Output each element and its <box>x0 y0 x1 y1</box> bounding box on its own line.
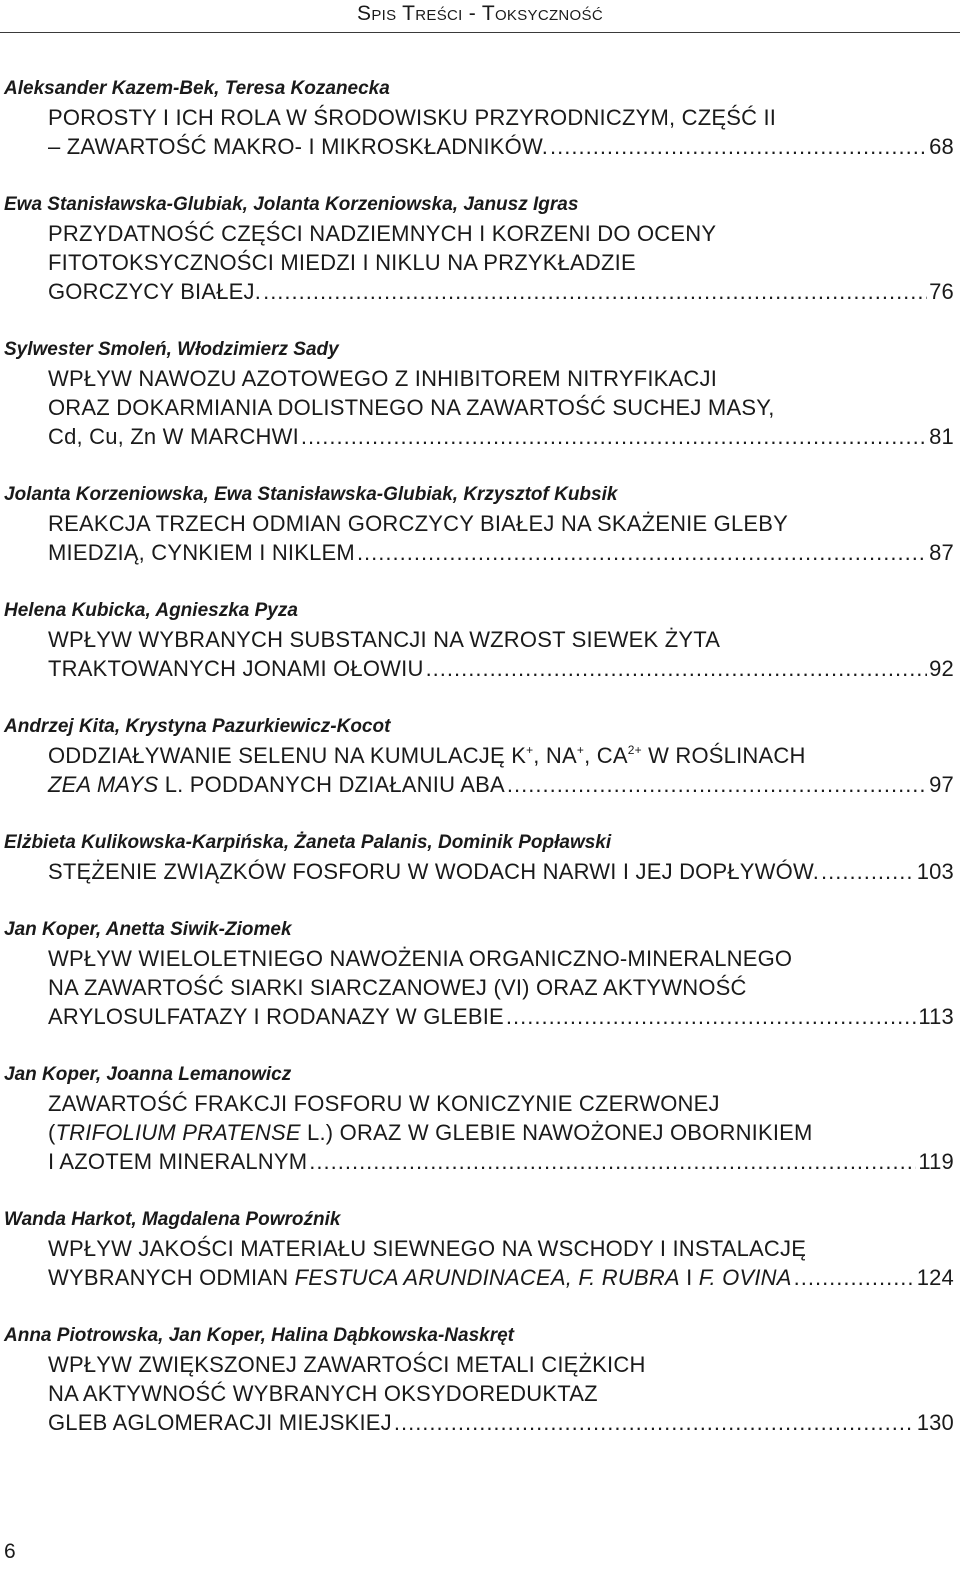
dot-leader <box>357 538 927 567</box>
title-segment: I <box>679 1265 699 1290</box>
entry-title-text: GLEB AGLOMERACJI MIEJSKIEJ <box>48 1410 392 1435</box>
entry-title-last-line[interactable] <box>48 1002 954 1031</box>
entry-title-text: GORCZYCY BIAŁEJ. <box>48 279 262 304</box>
entry-title-line: POROSTY I ICH ROLA W ŚRODOWISKU PRZYRODNICZYM, CZĘŚĆ II <box>48 105 777 130</box>
dot-leader <box>426 654 928 683</box>
toc-entry <box>4 1322 954 1437</box>
table-of-contents <box>4 75 954 1467</box>
entry-title-text: MIEDZIĄ, CYNKIEM I NIKLEM <box>48 540 355 565</box>
entry-title-line: REAKCJA TRZECH ODMIAN GORCZYCY BIAŁEJ NA SKAŻENIE GLEBY <box>48 511 789 536</box>
entry-title-last-line[interactable] <box>48 422 954 451</box>
species-name: TRIFOLIUM PRATENSE <box>55 1120 301 1145</box>
entry-page-number: 119 <box>918 1149 954 1174</box>
dot-leader <box>263 277 927 306</box>
entry-title-line: NA ZAWARTOŚĆ SIARKI SIARCZANOWEJ (VI) ORAZ AKTYWNOŚĆ <box>48 975 747 1000</box>
toc-entry <box>4 481 954 567</box>
entry-title-last-line[interactable] <box>48 538 954 567</box>
entry-authors: Anna Piotrowska, Jan Koper, Halina Dąbkowska-Naskręt <box>4 1325 515 1346</box>
entry-title-last-line[interactable] <box>48 1147 954 1176</box>
entry-authors: Jolanta Korzeniowska, Ewa Stanisławska-Glubiak, Krzysztof Kubsik <box>4 484 618 505</box>
entry-page-number: 81 <box>929 424 954 449</box>
toc-entry <box>4 829 954 886</box>
title-segment: L. PODDANYCH DZIAŁANIU ABA <box>158 772 505 797</box>
entry-title-text: – ZAWARTOŚĆ MAKRO- I MIKROSKŁADNIKÓW. <box>48 134 549 159</box>
species-name: FESTUCA ARUNDINACEA, F. RUBRA <box>294 1265 680 1290</box>
species-name: ZEA MAYS <box>48 772 159 797</box>
dot-leader <box>507 770 927 799</box>
dot-leader <box>309 1147 916 1176</box>
entry-title-last-line[interactable] <box>48 770 954 799</box>
title-segment: , NA <box>533 743 577 768</box>
entry-title-line: WPŁYW NAWOZU AZOTOWEGO Z INHIBITOREM NITRYFIKACJI <box>48 366 718 391</box>
entry-title-text: TRAKTOWANYCH JONAMI OŁOWIU <box>48 656 424 681</box>
header-divider <box>0 32 960 33</box>
entry-page-number: 68 <box>929 134 954 159</box>
entry-page-number: 97 <box>929 772 954 797</box>
entry-authors: Ewa Stanisławska-Glubiak, Jolanta Korzeniowska, Janusz Igras <box>4 194 579 215</box>
entry-page-number: 130 <box>916 1410 954 1435</box>
dot-leader <box>506 1002 916 1031</box>
entry-authors: Helena Kubicka, Agnieszka Pyza <box>4 600 298 621</box>
title-segment: ( <box>48 1120 56 1145</box>
entry-title-line: WPŁYW WYBRANYCH SUBSTANCJI NA WZROST SIEWEK ŻYTA <box>48 627 721 652</box>
dot-leader <box>394 1408 915 1437</box>
dot-leader <box>550 132 927 161</box>
entry-title-last-line[interactable] <box>48 277 954 306</box>
entry-title-line: ZAWARTOŚĆ FRAKCJI FOSFORU W KONICZYNIE CZERWONEJ <box>48 1091 720 1116</box>
entry-title-line: WPŁYW WIELOLETNIEGO NAWOŻENIA ORGANICZNO-MINERALNEGO <box>48 946 793 971</box>
toc-entry <box>4 597 954 683</box>
entry-page-number: 87 <box>929 540 954 565</box>
dot-leader <box>794 1263 915 1292</box>
entry-page-number: 92 <box>929 656 954 681</box>
title-segment: WYBRANYCH ODMIAN <box>48 1265 295 1290</box>
entry-title-line: NA AKTYWNOŚĆ WYBRANYCH OKSYDOREDUKTAZ <box>48 1381 598 1406</box>
entry-title-line: PRZYDATNOŚĆ CZĘŚCI NADZIEMNYCH I KORZENI DO OCENY <box>48 221 717 246</box>
entry-title-text <box>48 1263 792 1292</box>
entry-authors: Jan Koper, Joanna Lemanowicz <box>4 1064 292 1085</box>
superscript-charge: + <box>526 743 534 757</box>
entry-title-last-line[interactable] <box>48 857 954 886</box>
dot-leader <box>821 857 915 886</box>
entry-page-number: 103 <box>916 859 954 884</box>
page-number: 6 <box>4 1540 16 1563</box>
entry-title-text: Cd, Cu, Zn W MARCHWI <box>48 424 299 449</box>
entry-title-text <box>48 770 505 799</box>
entry-title-line <box>48 1118 954 1147</box>
title-segment: ODDZIAŁYWANIE SELENU NA KUMULACJĘ K <box>48 743 527 768</box>
entry-title-line <box>48 741 954 770</box>
species-name: F. OVINA <box>698 1265 792 1290</box>
entry-title-text: ARYLOSULFATAZY I RODANAZY W GLEBIE <box>48 1004 504 1029</box>
entry-authors: Sylwester Smoleń, Włodzimierz Sady <box>4 339 339 360</box>
entry-title-text: STĘŻENIE ZWIĄZKÓW FOSFORU W WODACH NARWI I JEJ DOPŁYWÓW. <box>48 859 820 884</box>
entry-title-line: ORAZ DOKARMIANIA DOLISTNEGO NA ZAWARTOŚĆ SUCHEJ MASY, <box>48 395 775 420</box>
entry-title-text: I AZOTEM MINERALNYM <box>48 1149 308 1174</box>
title-segment: , CA <box>584 743 628 768</box>
entry-authors: Aleksander Kazem-Bek, Teresa Kozanecka <box>4 78 390 99</box>
entry-authors: Elżbieta Kulikowska-Karpińska, Żaneta Palanis, Dominik Popławski <box>4 832 612 853</box>
toc-entry <box>4 75 954 161</box>
toc-entry <box>4 191 954 306</box>
entry-title-last-line[interactable] <box>48 132 954 161</box>
title-segment: L.) ORAZ W GLEBIE NAWOŻONEJ OBORNIKIEM <box>300 1120 813 1145</box>
entry-page-number: 113 <box>918 1004 954 1029</box>
toc-entry <box>4 916 954 1031</box>
superscript-charge: 2+ <box>627 743 642 757</box>
entry-title-last-line[interactable] <box>48 1408 954 1437</box>
entry-authors: Wanda Harkot, Magdalena Powroźnik <box>4 1209 341 1230</box>
toc-entry <box>4 1061 954 1176</box>
entry-title-last-line[interactable] <box>48 1263 954 1292</box>
superscript-charge: + <box>576 743 585 757</box>
dot-leader <box>301 422 927 451</box>
entry-title-last-line[interactable] <box>48 654 954 683</box>
entry-page-number: 76 <box>929 279 954 304</box>
title-segment: W ROŚLINACH <box>641 743 806 768</box>
running-header: Spis Treści - Toksyczność <box>357 2 603 25</box>
entry-authors: Jan Koper, Anetta Siwik-Ziomek <box>4 919 292 940</box>
entry-title-line: WPŁYW ZWIĘKSZONEJ ZAWARTOŚCI METALI CIĘŻKICH <box>48 1352 646 1377</box>
toc-entry <box>4 713 954 799</box>
entry-authors: Andrzej Kita, Krystyna Pazurkiewicz-Kocot <box>4 716 391 737</box>
entry-title-line: FITOTOKSYCZNOŚCI MIEDZI I NIKLU NA PRZYKŁADZIE <box>48 250 636 275</box>
toc-entry <box>4 1206 954 1292</box>
entry-page-number: 124 <box>916 1265 954 1290</box>
entry-title-line: WPŁYW JAKOŚCI MATERIAŁU SIEWNEGO NA WSCHODY I INSTALACJĘ <box>48 1236 807 1261</box>
toc-entry <box>4 336 954 451</box>
